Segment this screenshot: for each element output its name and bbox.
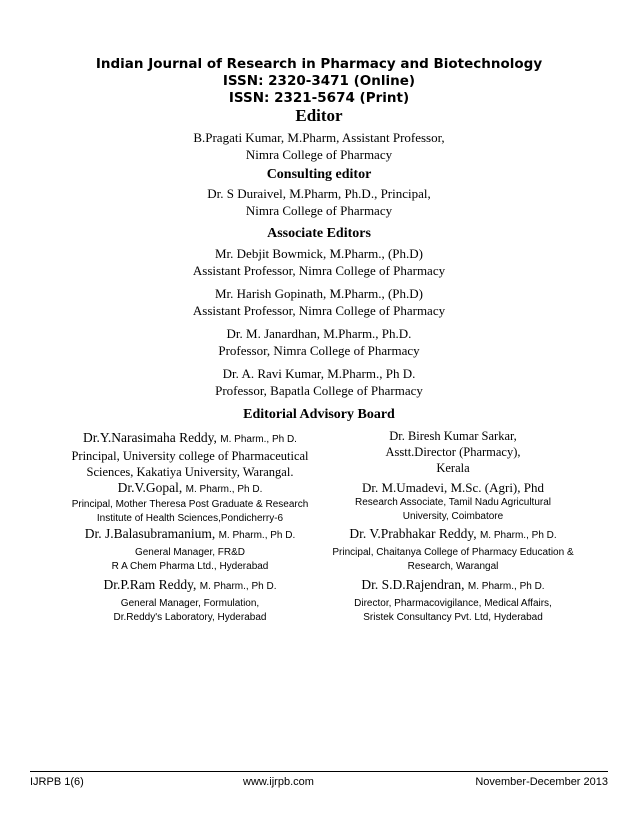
associate-person <box>0 285 638 319</box>
board-member-name: Dr. V.Prabhakar Reddy, M. Pharm., Ph D. <box>349 526 557 541</box>
associate-affiliation: Assistant Professor, Nimra College of Pharmacy <box>192 303 446 318</box>
editor-section <box>0 106 638 163</box>
footer-date: November-December 2013 <box>475 776 608 788</box>
editor-heading: Editor <box>295 106 343 125</box>
board-member-affiliation: Institute of Health Sciences,Pondicherry-6 <box>96 513 284 524</box>
board-member-affiliation: R A Chem Pharma Ltd., Hyderabad <box>111 561 269 572</box>
issn-online: ISSN: 2320-3471 (Online) <box>222 73 416 89</box>
footer-website-link[interactable]: www.ijrpb.com <box>243 776 314 788</box>
journal-header <box>0 56 638 107</box>
associate-person <box>0 325 638 359</box>
board-member-affiliation: General Manager, Formulation, <box>120 598 260 609</box>
board-member-name: Dr.Y.Narasimaha Reddy, M. Pharm., Ph D. <box>83 430 297 445</box>
board-member <box>55 479 325 526</box>
board-heading: Editorial Advisory Board <box>243 407 395 422</box>
board-member-affiliation: Principal, Chaitanya College of Pharmacy Education & <box>332 547 574 558</box>
board-member <box>55 525 325 574</box>
board-member <box>318 525 588 574</box>
board-member-affiliation: Kerala <box>436 461 470 475</box>
board-member-affiliation: Sristek Consultancy Pvt. Ltd, Hyderabad <box>363 612 543 623</box>
associate-affiliation: Assistant Professor, Nimra College of Pharmacy <box>192 263 446 278</box>
board-member-name: Dr. M.Umadevi, M.Sc. (Agri), Phd <box>362 480 544 495</box>
board-member-affiliation: Research, Warangal <box>407 561 499 572</box>
associate-name: Mr. Debjit Bowmick, M.Pharm., (Ph.D) <box>215 246 423 261</box>
board-member <box>318 576 588 625</box>
journal-title: Indian Journal of Research in Pharmacy and Biotechnology <box>95 56 543 72</box>
associate-name: Dr. M. Janardhan, M.Pharm., Ph.D. <box>226 326 412 341</box>
board-member-name: Dr.P.Ram Reddy, M. Pharm., Ph D. <box>103 577 277 592</box>
editor-line-2: Nimra College of Pharmacy <box>245 147 393 162</box>
board-member-affiliation: Sciences, Kakatiya University, Warangal. <box>86 465 294 479</box>
associate-name: Dr. A. Ravi Kumar, M.Pharm., Ph D. <box>222 366 416 381</box>
footer-issue: IJRPB 1(6) <box>30 776 84 788</box>
board-member-affiliation: Dr.Reddy's Laboratory, Hyderabad <box>113 612 267 623</box>
consulting-section <box>0 166 638 219</box>
board-member <box>318 428 588 476</box>
board-member-affiliation: Principal, Mother Theresa Post Graduate & Research <box>71 499 309 510</box>
consulting-line-2: Nimra College of Pharmacy <box>245 203 393 218</box>
editor-line-1: B.Pragati Kumar, M.Pharm, Assistant Professor, <box>193 130 445 145</box>
associate-name: Mr. Harish Gopinath, M.Pharm., (Ph.D) <box>215 286 423 301</box>
consulting-heading: Consulting editor <box>266 167 372 182</box>
board-member-affiliation: Principal, University college of Pharmaceutical <box>71 449 309 463</box>
board-member-affiliation: General Manager, FR&D <box>134 547 246 558</box>
associate-person <box>0 365 638 399</box>
issn-print: ISSN: 2321-5674 (Print) <box>228 90 410 106</box>
board-member <box>318 479 588 524</box>
board-section <box>0 406 638 423</box>
board-member-affiliation: Asstt.Director (Pharmacy), <box>385 445 521 459</box>
board-member <box>55 429 325 480</box>
associate-affiliation: Professor, Bapatla College of Pharmacy <box>215 383 423 398</box>
board-member-name: Dr. J.Balasubramanium, M. Pharm., Ph D. <box>84 526 296 541</box>
board-member-affiliation: University, Coimbatore <box>402 511 504 522</box>
board-member-name: Dr.V.Gopal, M. Pharm., Ph D. <box>117 480 263 495</box>
associate-heading: Associate Editors <box>267 226 371 241</box>
board-member-name: Dr. Biresh Kumar Sarkar, <box>389 429 517 443</box>
board-member-name: Dr. S.D.Rajendran, M. Pharm., Ph D. <box>361 577 545 592</box>
board-member-affiliation: Research Associate, Tamil Nadu Agricultural <box>354 497 552 508</box>
associate-affiliation: Professor, Nimra College of Pharmacy <box>218 343 420 358</box>
consulting-line-1: Dr. S Duraivel, M.Pharm, Ph.D., Principal, <box>207 186 431 201</box>
associate-person <box>0 245 638 279</box>
associate-section <box>0 225 638 399</box>
page-footer <box>30 771 608 792</box>
board-member-affiliation: Director, Pharmacovigilance, Medical Affairs, <box>354 598 552 609</box>
board-member <box>55 576 325 625</box>
